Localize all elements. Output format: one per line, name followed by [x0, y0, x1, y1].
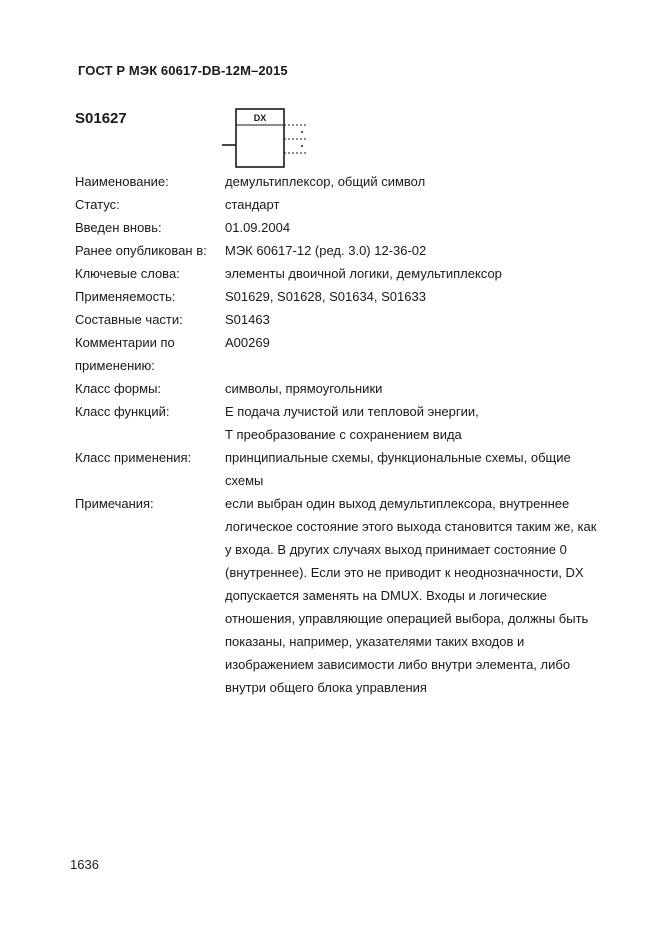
attribute-label	[75, 331, 225, 377]
attribute-value	[225, 446, 613, 492]
continuation-dot	[301, 145, 303, 147]
attribute-value	[225, 308, 613, 331]
attribute-label	[75, 446, 225, 492]
attribute-label	[75, 193, 225, 216]
attribute-value-line: А00269	[225, 335, 270, 350]
attribute-value-line: демультиплексор, общий символ	[225, 174, 426, 189]
attribute-label	[75, 377, 225, 400]
attribute-table	[75, 170, 615, 699]
attribute-label	[75, 308, 225, 331]
attribute-value	[225, 331, 613, 377]
attribute-row	[75, 285, 615, 308]
attribute-row	[75, 262, 615, 285]
attribute-row	[75, 446, 615, 492]
attribute-row	[75, 170, 615, 193]
attribute-value-line: логическое состояние этого выхода становится таким же, как	[225, 519, 597, 534]
attribute-label-line: Составные части:	[75, 312, 183, 327]
attribute-value-line: отношения, управляющие операцией выбора, должны быть	[225, 611, 589, 626]
standard-header: ГОСТ Р МЭК 60617-DB-12M–2015	[78, 63, 288, 78]
continuation-dot	[301, 131, 303, 133]
attribute-value-line: Е подача лучистой или тепловой энергии,	[225, 404, 479, 419]
attribute-label-line: Введен вновь:	[75, 220, 162, 235]
attribute-value	[225, 216, 613, 239]
attribute-value-line: МЭК 60617-12 (ред. 3.0) 12-36-02	[225, 243, 427, 258]
attribute-value-line: 01.09.2004	[225, 220, 291, 235]
attribute-label-line: Статус:	[75, 197, 120, 212]
attribute-row	[75, 331, 615, 377]
attribute-value	[225, 193, 613, 216]
attribute-value-line: принципиальные схемы, функциональные схемы, общие	[225, 450, 571, 465]
attribute-row	[75, 492, 615, 699]
attribute-value-line: показаны, например, указателями таких входов и	[225, 634, 525, 649]
demultiplexer-symbol	[222, 108, 322, 170]
attribute-row	[75, 377, 615, 400]
attribute-value-line: если выбран один выход демультиплексора, внутреннее	[225, 496, 570, 511]
attribute-value-line: (внутреннее). Если это не приводит к неоднозначности, DX	[225, 565, 584, 580]
attribute-value-line: изображением зависимости либо внутри элемента, либо	[225, 657, 571, 672]
attribute-label	[75, 285, 225, 308]
attribute-label-line: Класс функций:	[75, 404, 170, 419]
attribute-label	[75, 262, 225, 285]
attribute-value-line: схемы	[225, 473, 264, 488]
attribute-value-line: Т преобразование с сохранением вида	[225, 427, 462, 442]
attribute-label	[75, 170, 225, 193]
attribute-value-line: внутри общего блока управления	[225, 680, 427, 695]
attribute-value	[225, 170, 613, 193]
symbol-label: DX	[253, 113, 267, 123]
attribute-label-line: Комментарии по	[75, 335, 175, 350]
attribute-value	[225, 400, 613, 446]
attribute-value	[225, 492, 613, 699]
attribute-row	[75, 400, 615, 446]
attribute-label	[75, 216, 225, 239]
attribute-value	[225, 239, 613, 262]
attribute-label-line: Класс применения:	[75, 450, 192, 465]
attribute-value-line: элементы двоичной логики, демультиплексор	[225, 266, 502, 281]
attribute-value-line: допускается заменять на DMUX. Входы и логические	[225, 588, 547, 603]
symbol-code: S01627	[75, 110, 127, 127]
attribute-label-line: Применяемость:	[75, 289, 176, 304]
attribute-row	[75, 308, 615, 331]
attribute-label	[75, 492, 225, 699]
page-number: 1636	[70, 857, 99, 872]
attribute-label-line: Наименование:	[75, 174, 169, 189]
attribute-label-line: Ключевые слова:	[75, 266, 180, 281]
attribute-label	[75, 239, 225, 262]
attribute-label-line: Класс формы:	[75, 381, 162, 396]
attribute-value-line: у входа. В других случаях выход принимает состояние 0	[225, 542, 567, 557]
attribute-label	[75, 400, 225, 446]
attribute-label-line: применению:	[75, 358, 155, 373]
attribute-value-line: S01629, S01628, S01634, S01633	[225, 289, 426, 304]
attribute-value	[225, 285, 613, 308]
attribute-row	[75, 193, 615, 216]
attribute-value-line: символы, прямоугольники	[225, 381, 383, 396]
attribute-value-line: стандарт	[225, 197, 280, 212]
attribute-value	[225, 377, 613, 400]
attribute-label-line: Ранее опубликован в:	[75, 243, 207, 258]
attribute-value	[225, 262, 613, 285]
attribute-value-line: S01463	[225, 312, 270, 327]
attribute-row	[75, 216, 615, 239]
attribute-label-line: Примечания:	[75, 496, 154, 511]
attribute-row	[75, 239, 615, 262]
